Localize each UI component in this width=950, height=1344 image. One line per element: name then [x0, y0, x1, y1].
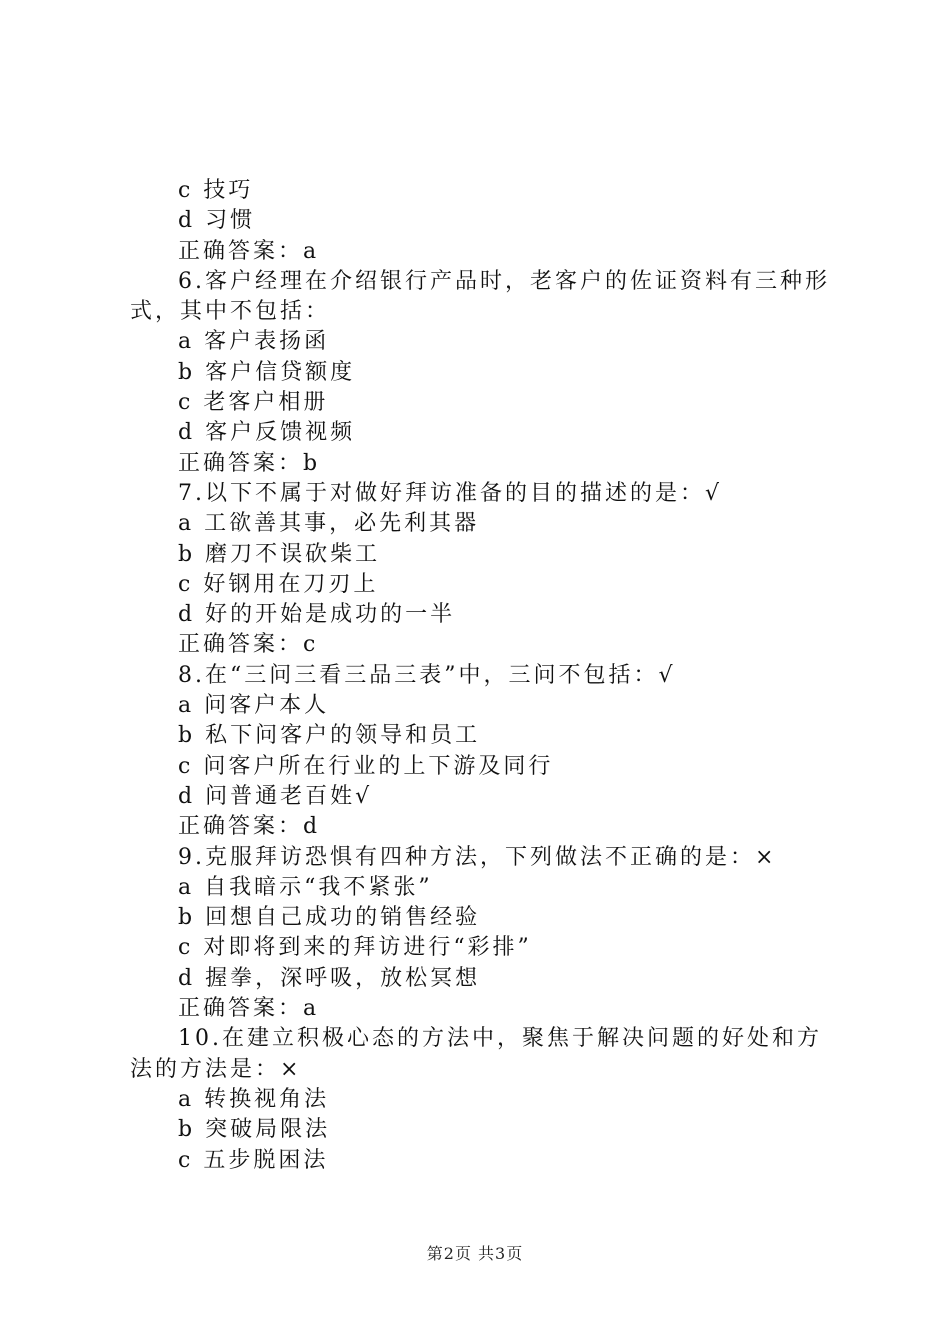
- question-8: 8.在“三问三看三品三表”中，三问不包括：√: [178, 662, 676, 688]
- option-b-q6: b 客户信贷额度: [178, 359, 356, 385]
- option-d-q5: d 习惯: [178, 208, 256, 234]
- option-a-q10: a 转换视角法: [178, 1086, 330, 1112]
- option-b-q8: b 私下问客户的领导和员工: [178, 723, 481, 749]
- page-footer: 第2页 共3页: [426, 1244, 524, 1263]
- answer-q9: 正确答案：a: [178, 996, 320, 1022]
- option-c-q5: c 技巧: [178, 178, 254, 203]
- option-a-q9: a 自我暗示“我不紧张”: [178, 874, 433, 900]
- option-c-q10: c 五步脱困法: [178, 1147, 329, 1173]
- option-a-q8: a 问客户本人: [178, 693, 330, 719]
- option-a-q7: a 工欲善其事，必先利其器: [178, 511, 480, 537]
- answer-q7: 正确答案：c: [178, 632, 319, 658]
- document-body: [130, 176, 830, 1176]
- option-d-q9: d 握拳，深呼吸，放松冥想: [178, 965, 481, 991]
- question-10: 10.在建立积极心态的方法中，聚焦于解决问题的好处和方法的方法是：×: [130, 1026, 822, 1082]
- option-c-q8: c 问客户所在行业的上下游及同行: [178, 753, 554, 779]
- question-6: 6.客户经理在介绍银行产品时，老客户的佐证资料有三种形式，其中不包括：: [130, 268, 830, 325]
- option-c-q6: c 老客户相册: [178, 390, 329, 416]
- option-d-q7: d 好的开始是成功的一半: [178, 602, 456, 628]
- option-c-q9: c 对即将到来的拜访进行“彩排”: [178, 935, 532, 961]
- option-d-q8: d 问普通老百姓√: [178, 783, 373, 809]
- option-b-q9: b 回想自己成功的销售经验: [178, 905, 481, 931]
- answer-q8: 正确答案：d: [178, 814, 321, 840]
- option-d-q6: d 客户反馈视频: [178, 420, 356, 446]
- option-c-q7: c 好钢用在刀刃上: [178, 571, 379, 597]
- answer-q6: 正确答案：b: [178, 450, 321, 476]
- answer-q5: 正确答案：a: [178, 238, 320, 264]
- option-b-q10: b 突破局限法: [178, 1117, 331, 1143]
- option-b-q7: b 磨刀不误砍柴工: [178, 541, 381, 567]
- question-7: 7.以下不属于对做好拜访准备的目的描述的是：√: [178, 480, 723, 506]
- option-a-q6: a 客户表扬函: [178, 329, 330, 355]
- question-9: 9.克服拜访恐惧有四种方法，下列做法不正确的是：×: [178, 844, 777, 870]
